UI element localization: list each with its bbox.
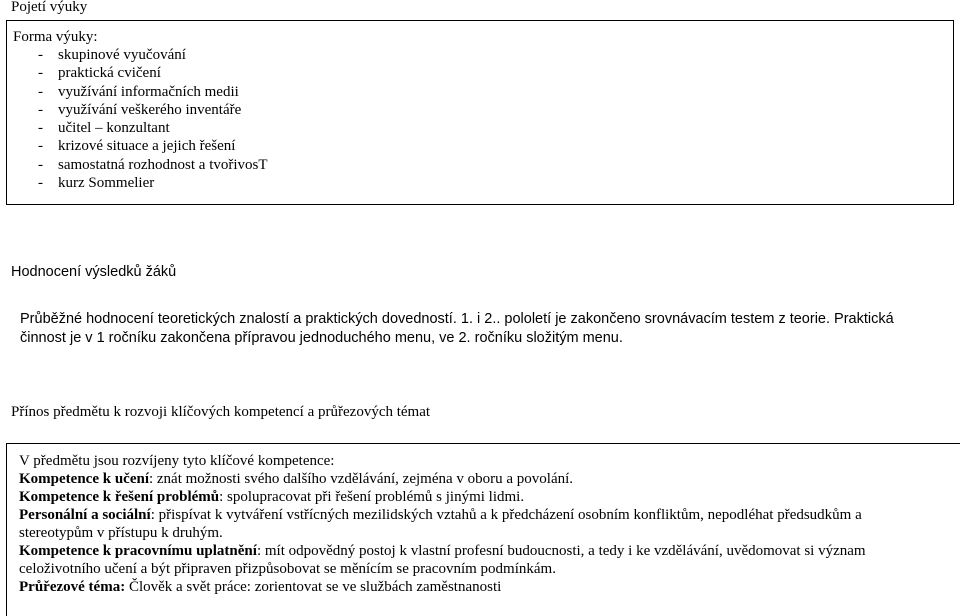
list-item: - samostatná rozhodnost a tvořivosT [38, 156, 268, 173]
assessment-line: činnost je v 1 ročníku zakončena přípravou jednoduchého menu, ve 2. ročníku složitým menu. [20, 330, 623, 346]
assessment-line: Průběžné hodnocení teoretických znalostí a praktických dovedností. 1. i 2.. pololetí je zakončeno srovnávacím testem z teorie. Praktická [20, 311, 894, 327]
key-competences-box [6, 443, 960, 616]
section-heading-key-competences: Přínos předmětu k rozvoji klíčových kompetencí a průřezových témat [11, 404, 431, 420]
key-competences-content [19, 452, 954, 596]
competence-item: Kompetence k řešení problémů: spolupracovat při řešení problémů s jinými lidmi. [19, 489, 525, 505]
section-heading-assessment: Hodnocení výsledků žáků [11, 264, 177, 280]
list-item: - praktická cvičení [38, 65, 161, 82]
teaching-forms-title: Forma výuky: [13, 29, 98, 45]
competence-item: Kompetence k učení: znát možnosti svého dalšího vzdělávání, zejména v oboru a povolání. [19, 471, 574, 487]
list-item: - využívání informačních medii [38, 83, 239, 100]
assessment-text [20, 310, 950, 347]
list-item: - skupinové vyučování [38, 47, 186, 63]
competence-item: Personální a sociální: přispívat k vytváření vstřícných mezilidských vztahů a k předcházení osobním konfliktům, nepodléhat předsudkům a stereotypům v přístupu k druhým. [19, 507, 862, 541]
competence-item: Kompetence k pracovnímu uplatnění: mít odpovědný postoj k vlastní profesní budoucnosti, a tedy i ke vzdělávání, uvědomovat si význam celoživotního učení a být připraven přizpůsobovat se měnícím se pracovním podmínkám. [19, 543, 866, 577]
list-item: - učitel – konzultant [38, 120, 170, 137]
competences-intro: V předmětu jsou rozvíjeny tyto klíčové kompetence: [19, 453, 335, 469]
teaching-forms-list [38, 46, 268, 192]
teaching-forms-box [6, 20, 954, 205]
section-heading-teaching-concept: Pojetí výuky [11, 0, 88, 15]
list-item: - využívání veškerého inventáře [38, 101, 242, 118]
list-item: - krizové situace a jejich řešení [38, 138, 236, 155]
list-item: - kurz Sommelier [38, 175, 155, 192]
cross-curricular-theme: Průřezové téma: Člověk a svět práce: zorientovat se ve službách zaměstnanosti [19, 579, 502, 595]
